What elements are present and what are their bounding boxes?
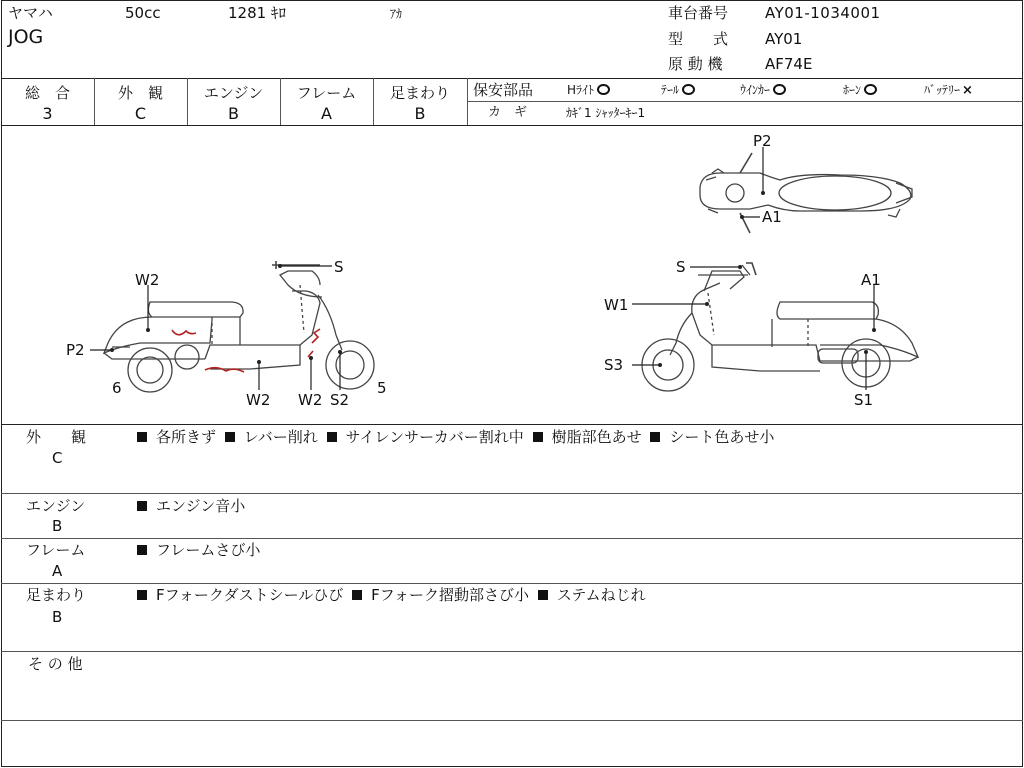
- bullet-square-icon: [533, 432, 543, 442]
- detail-frame-grade: A: [52, 562, 63, 580]
- bullet-square-icon: [650, 432, 660, 442]
- safety-horn: [843, 84, 877, 96]
- grade-total: 3: [42, 104, 53, 123]
- label-right-w1: W1: [604, 296, 629, 314]
- detail-suspension-items: [137, 588, 646, 603]
- detail-item: Fフォーク摺動部さび小: [371, 586, 529, 604]
- label-left-6: 6: [112, 379, 122, 397]
- label-right-s3: S3: [604, 356, 624, 374]
- color: ｱｶ: [390, 7, 403, 21]
- ok-circle-icon: [597, 84, 610, 95]
- detail-engine-grade: B: [52, 517, 63, 535]
- detail-item: サイレンサーカバー割れ中: [345, 428, 524, 446]
- bullet-square-icon: [137, 590, 147, 600]
- type-label: 型 式: [668, 30, 729, 48]
- detail-item: レバー削れ: [243, 428, 318, 446]
- label-left-w2-b: W2: [298, 391, 323, 409]
- bullet-square-icon: [137, 432, 147, 442]
- bullet-square-icon: [352, 590, 362, 600]
- divider: [467, 101, 1023, 102]
- ok-circle-icon: [682, 84, 695, 95]
- safety-tail: [661, 84, 695, 96]
- detail-engine-items: [137, 499, 245, 514]
- divider: [1, 424, 1023, 425]
- detail-exterior-label: 外 観: [26, 428, 87, 446]
- safety-battery-label: ﾊﾞｯﾃﾘｰ: [924, 83, 961, 97]
- detail-engine-label: エンジン: [26, 497, 86, 515]
- keys-label: カ ギ: [488, 105, 528, 120]
- label-right-s: S: [676, 258, 686, 276]
- engine-label: 原 動 機: [668, 55, 723, 73]
- displacement: 50cc: [125, 4, 161, 22]
- label-right-s1: S1: [854, 391, 874, 409]
- grade-exterior: C: [134, 104, 147, 123]
- detail-item: 樹脂部色あせ: [551, 428, 642, 446]
- detail-suspension-label: 足まわり: [26, 586, 87, 604]
- grade-exterior-label: 外 観: [117, 84, 163, 102]
- divider: [1, 78, 1023, 79]
- safety-label: 保安部品: [473, 81, 534, 99]
- divider: [467, 78, 468, 125]
- ok-circle-icon: [864, 84, 877, 95]
- mileage: 1281 ｷﾛ: [228, 4, 286, 22]
- label-left-w2-top: W2: [135, 271, 160, 289]
- grade-engine-label: エンジン: [203, 84, 264, 102]
- label-top-p2: P2: [753, 132, 772, 150]
- type-value: AY01: [765, 30, 803, 48]
- safety-winker-label: ｳｲﾝｶｰ: [740, 83, 771, 97]
- detail-frame-items: [137, 543, 260, 558]
- detail-item: ステムねじれ: [556, 586, 646, 604]
- label-right-a1: A1: [861, 271, 881, 289]
- detail-exterior-items: [137, 430, 774, 445]
- model-name: JOG: [8, 26, 44, 48]
- battery-mark: ×: [962, 83, 973, 98]
- grade-frame-label: フレーム: [296, 84, 357, 102]
- grade-total-label: 総 合: [24, 84, 70, 102]
- bullet-square-icon: [137, 545, 147, 555]
- detail-other-label: そ の 他: [28, 655, 83, 673]
- engine-value: AF74E: [765, 55, 813, 73]
- safety-headlight-label: Hﾗｲﾄ: [567, 83, 595, 97]
- grade-suspension-label: 足まわり: [389, 84, 450, 102]
- safety-tail-label: ﾃｰﾙ: [661, 83, 680, 97]
- detail-item: フレームさび小: [156, 541, 261, 559]
- frame-no-label: 車台番号: [668, 4, 729, 22]
- safety-winker: [740, 84, 786, 96]
- safety-headlight: [567, 84, 610, 96]
- keys-value: ｶｷﾞ1 ｼｬｯﾀｰｷｰ1: [566, 106, 646, 120]
- divider: [1, 493, 1023, 494]
- bullet-square-icon: [225, 432, 235, 442]
- label-left-p2: P2: [66, 341, 85, 359]
- inspection-diagram: [0, 125, 1024, 425]
- bullet-square-icon: [327, 432, 337, 442]
- label-top-a1: A1: [762, 208, 782, 226]
- detail-frame-label: フレーム: [26, 541, 86, 559]
- detail-item: 各所きず: [156, 428, 217, 446]
- label-left-s2: S2: [330, 391, 350, 409]
- label-left-s: S: [334, 258, 344, 276]
- divider: [1, 720, 1023, 721]
- divider: [1, 538, 1023, 539]
- detail-item: Fフォークダストシールひび: [156, 586, 344, 604]
- detail-item: シート色あせ小: [669, 428, 775, 446]
- detail-exterior-grade: C: [52, 449, 63, 467]
- scooter-top-view: [700, 153, 912, 233]
- safety-horn-label: ﾎｰﾝ: [843, 83, 862, 97]
- maker: ヤマハ: [8, 4, 53, 22]
- grade-suspension: B: [414, 104, 426, 123]
- bullet-square-icon: [137, 501, 147, 511]
- divider: [1, 651, 1023, 652]
- ok-circle-icon: [773, 84, 786, 95]
- bullet-square-icon: [538, 590, 548, 600]
- safety-battery: [924, 84, 973, 97]
- label-left-w2-a: W2: [246, 391, 271, 409]
- detail-suspension-grade: B: [52, 608, 63, 626]
- grade-frame: A: [321, 104, 332, 123]
- grade-engine: B: [228, 104, 239, 123]
- divider: [1, 583, 1023, 584]
- label-left-5: 5: [377, 379, 387, 397]
- detail-item: エンジン音小: [156, 497, 246, 515]
- frame-no: AY01-1034001: [765, 4, 881, 22]
